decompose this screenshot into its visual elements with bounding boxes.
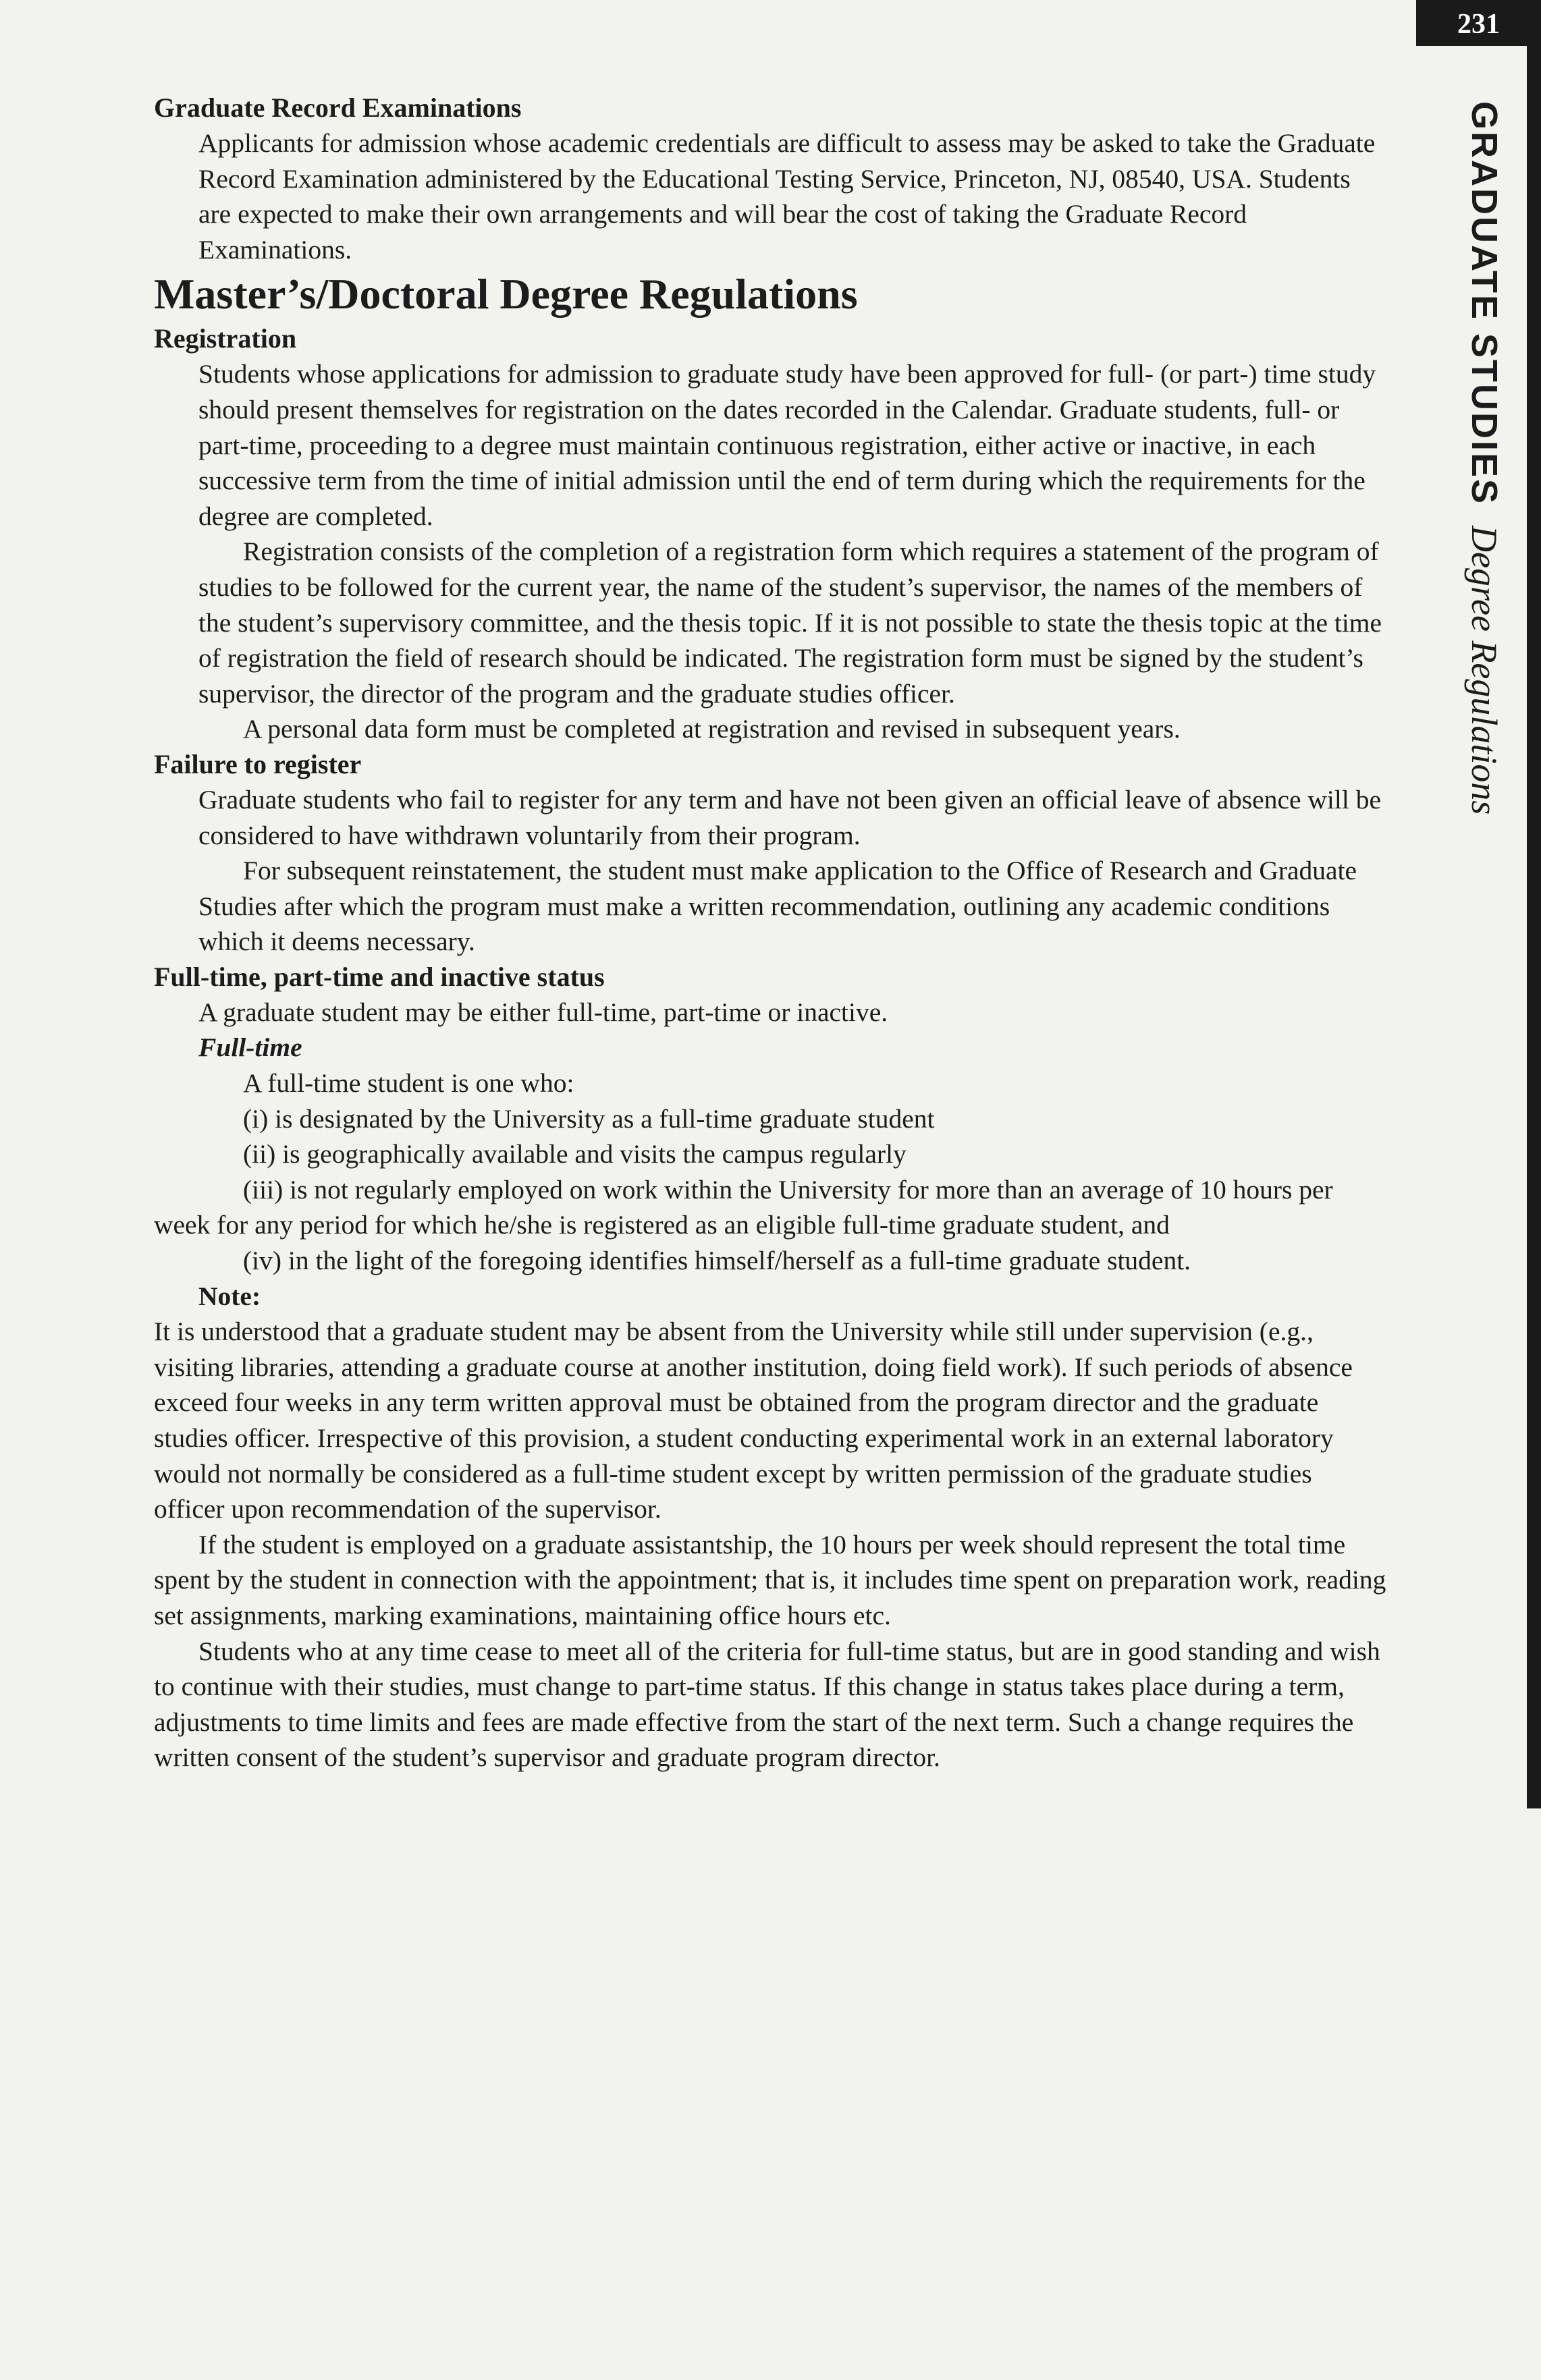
registration-paragraph-2: Registration consists of the completion of a registration form which requires a statement of the program of studies to be followed for the current year, the name of the student’s supervisor, the names of the members of the student’s supervisory committee, and the thesis topic. If it is not possible to state the thesis topic at the time of registration the field of research should be indicated. The registration form must be signed by the student’s supervisor, the director of the program and the graduate studies officer. [198, 536, 1382, 709]
fulltime-intro: A full-time student is one who: [243, 1068, 574, 1099]
note-label: Note: [198, 1281, 261, 1311]
registration-paragraph-3: A personal data form must be completed at registration and revised in subsequent years. [243, 714, 1181, 744]
failure-paragraph-1: Graduate students who fail to register for any term and have not been given an official leave of absence will be considered to have withdrawn voluntarily from their program. [198, 784, 1381, 850]
note-paragraph-2: If the student is employed on a graduate assistantship, the 10 hours per week should represent the total time spent by the student in connection with the appointment; that is, it includes time spent on preparation work, reading set assignments, marking examinations, maintaining office hours etc. [154, 1529, 1386, 1630]
side-running-header [1463, 101, 1505, 814]
side-subsection-label: Degree Regulations [1464, 526, 1505, 815]
status-body [154, 995, 1389, 1172]
note-paragraph-1: It is understood that a graduate student may be absent from the University while still under supervision (e.g., visiting libraries, attending a graduate course at another institution, doing field work). If such periods of absence exceed four weeks in any term written approval must be obtained from the program director and the graduate studies officer. Irrespective of this provision, a student conducting experimental work in an external laboratory would not normally be considered as a full-time student except by written permission of the graduate studies officer upon recommendation of the supervisor. [154, 1317, 1353, 1524]
failure-paragraph-2: For subsequent reinstatement, the student must make application to the Office of Research and Graduate Studies after which the program must make a written recommendation, outlining any academic conditions which it deems necessary. [198, 856, 1357, 957]
registration-body [154, 356, 1389, 747]
criteria-item-iii: (iii) is not regularly employed on work within the University for more than an average of 10 hours per week for any period for which he/she is registered as an eligible full-time graduate student, and [154, 1174, 1333, 1240]
fulltime-heading: Full-time [198, 1032, 302, 1063]
failure-heading: Failure to register [154, 748, 362, 779]
note-paragraph-3: Students who at any time cease to meet all of the criteria for full-time status, but are in good standing and wish to continue with their studies, must change to part-time status. If this change in status takes place during a term, adjustments to time limits and fees are made effective from the start of the next term. Such a change requires the written consent of the student’s supervisor and graduate program director. [154, 1636, 1380, 1773]
failure-body [154, 782, 1389, 960]
section-title: Master’s/Doctoral Degree Regulations [154, 270, 858, 319]
criteria-item-iv: (iv) in the light of the foregoing identifies himself/herself as a full-time graduate student. [243, 1246, 1191, 1276]
status-intro: A graduate student may be either full-time, part-time or inactive. [198, 997, 888, 1027]
gre-heading: Graduate Record Examinations [154, 92, 522, 123]
criteria-item-i: (i) is designated by the University as a full-time graduate student [243, 1103, 935, 1134]
registration-heading: Registration [154, 323, 297, 354]
thumb-index-edge-bar [1527, 46, 1541, 1808]
gre-paragraph: Applicants for admission whose academic credentials are difficult to assess may be asked to take the Graduate Record Examination administered by the Educational Testing Service, Princeton, NJ, 08540, USA. Students are expected to make their own arrangements and will bear the cost of taking the Graduate Record Examinations. [198, 128, 1376, 265]
registration-paragraph-1: Students whose applications for admission to graduate study have been approved for full- (or part-) time study should present themselves for registration on the dates recorded in the Calendar. Graduate students, full- or part-time, proceeding to a degree must maintain continuous registration, either active or inactive, in each successive term from the time of initial admission until the end of term during which the requirements for the degree are completed. [198, 359, 1376, 531]
criteria-item-ii: (ii) is geographically available and visits the campus regularly [243, 1139, 907, 1169]
status-heading: Full-time, part-time and inactive status [154, 961, 605, 992]
page-number: 231 [1416, 0, 1541, 46]
page-content [154, 90, 1389, 1775]
side-section-label: GRADUATE STUDIES [1464, 101, 1505, 506]
